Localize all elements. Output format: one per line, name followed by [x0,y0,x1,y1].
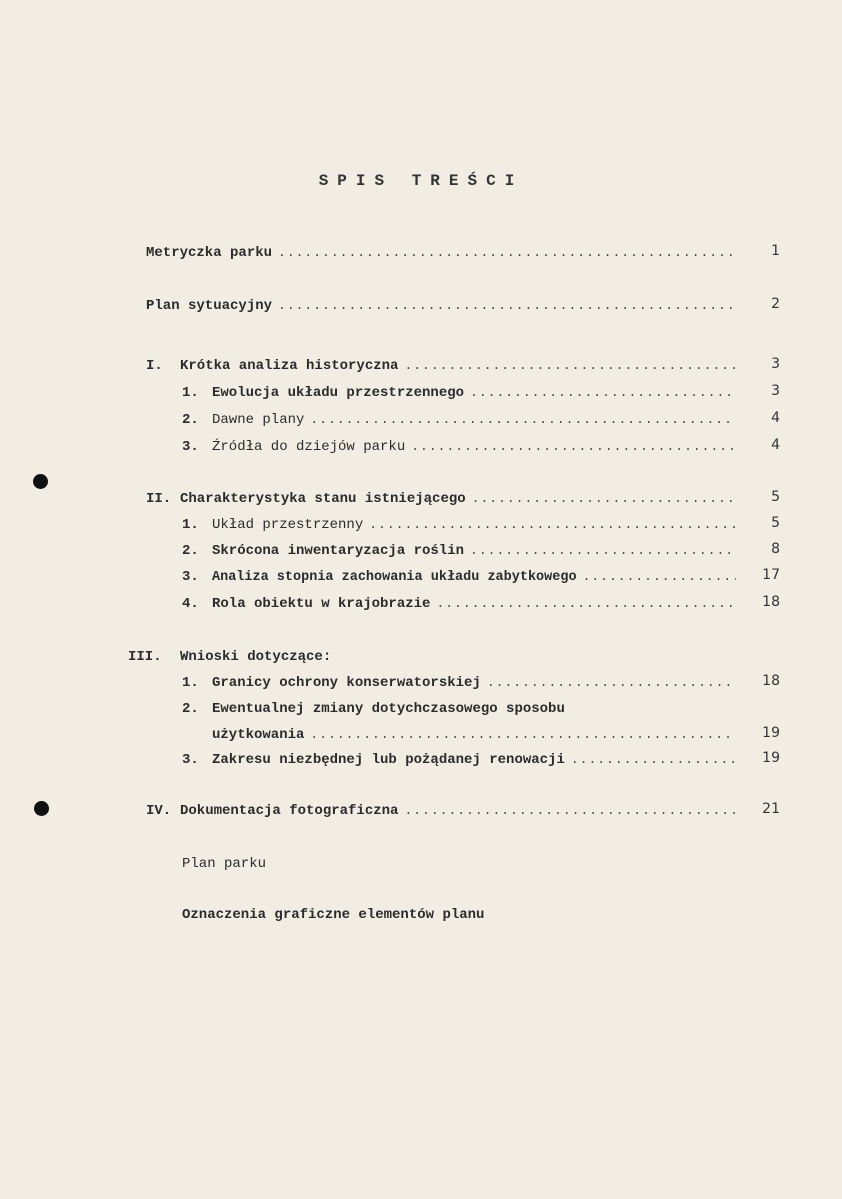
toc-page-number: 17 [762,567,780,583]
subsection-number: 2. [182,701,199,717]
subsection-number: 2. [182,543,199,559]
toc-subsection-continuation [212,726,742,744]
toc-section [128,648,742,666]
toc-page-number: 3 [771,383,780,399]
toc-section [146,490,742,508]
toc-page-number: 19 [762,725,780,741]
section-number: I. [146,358,163,374]
leader-dots [310,726,736,744]
toc-subsection [182,542,742,560]
toc-extra-item: Oznaczenia graficzne elementów planu [182,907,485,923]
toc-entry-label: Skrócona inwentaryzacja roślin [212,543,465,559]
toc-page-number: 1 [771,243,780,259]
toc-entry-label: Plan sytuacyjny [146,298,273,314]
leader-dots [470,542,736,560]
leader-dots [278,244,736,262]
toc-subsection [182,700,742,718]
toc-entry-label: Metryczka parku [146,245,273,261]
punch-hole [34,801,49,816]
toc-entry-label: Układ przestrzenny [212,517,364,533]
section-number: II. [146,491,172,507]
subsection-number: 2. [182,412,199,428]
toc-section [146,357,742,375]
toc-entry-label: Analiza stopnia zachowania układu zabytkowego [212,570,577,585]
toc-entry-label: Granicy ochrony konserwatorskiej [212,675,481,691]
subsection-number: 1. [182,675,199,691]
toc-extra-item: Plan parku [182,856,267,872]
subsection-number: 1. [182,517,199,533]
subsection-number: 3. [182,439,199,455]
section-number: IV. [146,803,172,819]
toc-page-number: 2 [771,296,780,312]
toc-subsection [182,674,742,692]
leader-dots [436,595,736,613]
toc-entry-label: Zakresu niezbędnej lub pożądanej renowacji [212,752,565,768]
toc-entry-label: Źródła do dziejów parku [212,439,406,455]
toc-entry-label: Ewolucja układu przestrzennego [212,385,465,401]
toc-entry-label: Dawne plany [212,412,305,428]
toc-page-number: 18 [762,673,780,689]
toc-entry-label: Krótka analiza historyczna [180,358,399,374]
toc-page-number: 19 [762,750,780,766]
toc-section [146,802,742,820]
toc-subsection [182,568,742,587]
toc-entry [146,297,742,315]
toc-subsection [182,411,742,429]
toc-entry-label: Ewentualnej zmiany dotychczasowego sposobu [212,701,565,717]
leader-dots [404,802,736,820]
toc-page-number: 21 [762,801,780,817]
leader-dots [472,490,736,508]
toc-page-number: 5 [771,515,780,531]
toc-page-number: 18 [762,594,780,610]
leader-dots [583,568,736,586]
leader-dots [369,516,736,534]
toc-subsection [182,384,742,402]
toc-subsection [182,751,742,769]
leader-dots [310,411,736,429]
toc-page-number: 5 [771,489,780,505]
toc-entry-label: Dokumentacja fotograficzna [180,803,399,819]
subsection-number: 3. [182,752,199,768]
toc-page-number: 8 [771,541,780,557]
toc-page-number: 3 [771,356,780,372]
toc-subsection [182,595,742,613]
toc-entry-label: użytkowania [212,727,305,743]
toc-subsection [182,516,742,534]
toc-entry-label: Charakterystyka stanu istniejącego [180,491,466,507]
subsection-number: 1. [182,385,199,401]
subsection-number: 3. [182,569,199,585]
leader-dots [470,384,736,402]
leader-dots [571,751,736,769]
section-number: III. [128,649,162,665]
toc-entry-label: Wnioski dotyczące: [180,649,332,665]
leader-dots [487,674,736,692]
leader-dots [411,438,736,456]
punch-hole [33,474,48,489]
subsection-number: 4. [182,596,199,612]
leader-dots [404,357,736,375]
toc-entry-label: Rola obiektu w krajobrazie [212,596,431,612]
toc-entry [146,244,742,262]
toc-page-number: 4 [771,410,780,426]
toc-page-number: 4 [771,437,780,453]
page-title: SPIS TREŚCI [318,172,524,190]
leader-dots [278,297,736,315]
toc-subsection [182,438,742,456]
